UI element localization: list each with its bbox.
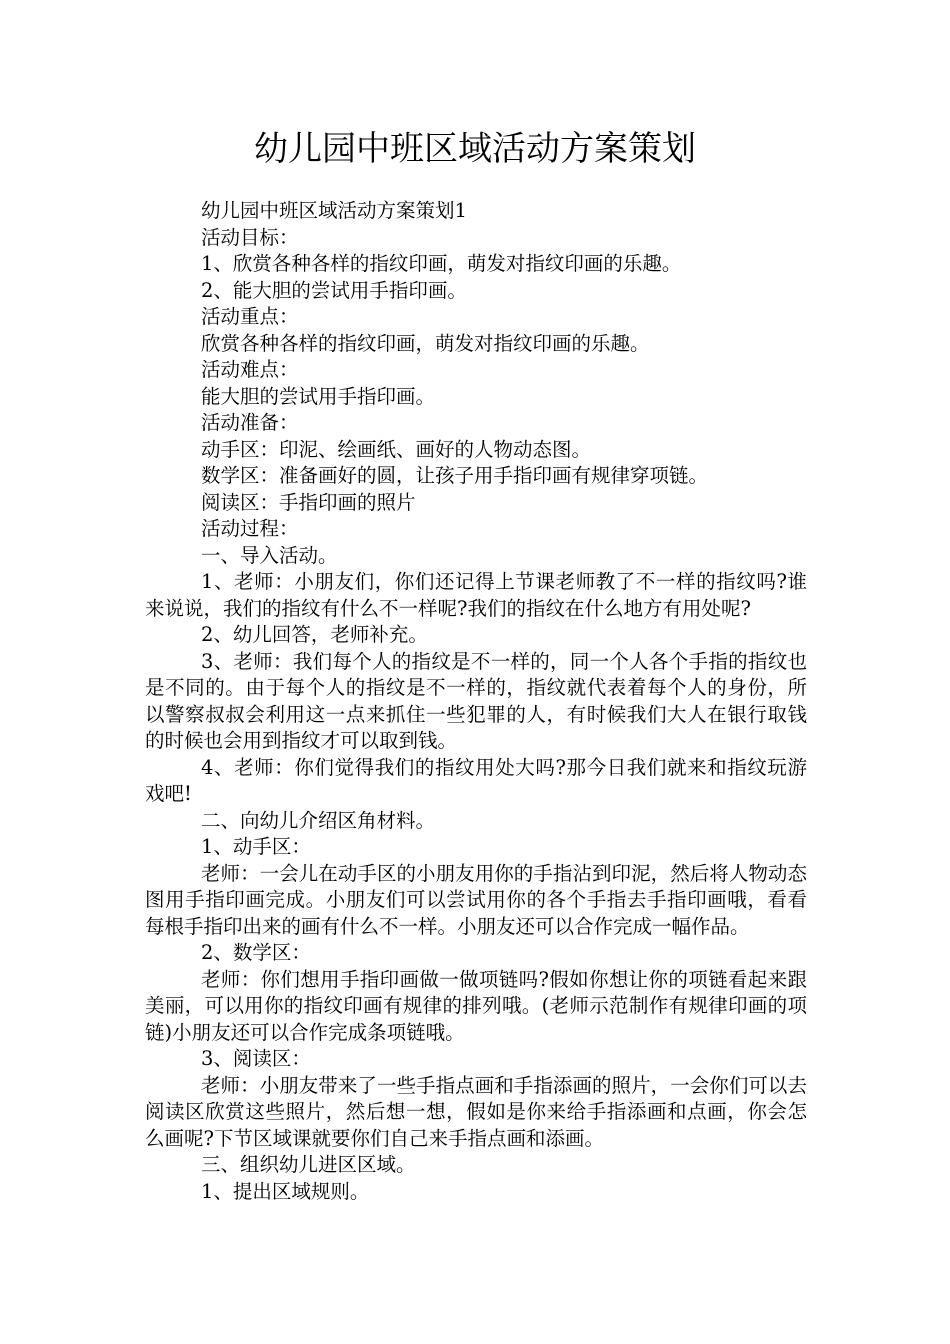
paragraph: 老师：小朋友带来了一些手指点画和手指添画的照片，一会你们可以去阅读区欣赏这些照片，然后想一想，假如是你来给手指添画和点画，你会怎么画呢?下节区域课就要你们自己来手指点画和添画。: [145, 1073, 807, 1150]
text-line: 2、数学区：: [201, 941, 311, 964]
text-line: 3、阅读区：: [201, 1047, 311, 1070]
text-line: 二、向幼儿介绍区角材料。: [201, 808, 436, 832]
text-line: 活动准备：: [201, 411, 299, 434]
text-line: 能大胆的尝试用手指印画。: [201, 384, 436, 408]
text-line: 1、动手区：: [201, 835, 311, 858]
text-line: 2、能大胆的尝试用手指印画。: [201, 278, 467, 302]
text-line: 数学区：准备画好的圆，让孩子用手指印画有规律穿项链。: [201, 464, 709, 487]
text-line: 一、导入活动。: [201, 543, 338, 567]
paragraph: 1、老师：小朋友们，你们还记得上节课老师教了不一样的指纹吗?谁来说说，我们的指纹有什么不一样呢?我们的指纹在什么地方有用处呢?: [145, 570, 807, 620]
text-line: 活动目标：: [201, 225, 299, 249]
text-line: 活动难点：: [201, 358, 299, 381]
text-line: 1、提出区域规则。: [201, 1179, 370, 1203]
text-line: 1、欣赏各种各样的指纹印画，萌发对指纹印画的乐趣。: [201, 252, 682, 275]
text-line: 动手区：印泥、绘画纸、画好的人物动态图。: [201, 437, 592, 461]
text-line: 活动重点：: [201, 305, 299, 328]
paragraph: 老师：一会儿在动手区的小朋友用你的手指沾到印泥，然后将人物动态图用手指印画完成。小朋友们可以尝试用你的各个手指去手指印画哦，看看每根手指印出来的画有什么不一样。小朋友还可以合作完成一幅作品。: [145, 861, 807, 938]
document-title: 幼儿园中班区域活动方案策划: [254, 129, 696, 169]
paragraph: 老师：你们想用手指印画做一做项链吗?假如你想让你的项链看起来跟美丽，可以用你的指纹印画有规律的排列哦。(老师示范制作有规律印画的项链)小朋友还可以合作完成条项链哦。: [145, 967, 807, 1044]
text-line: 阅读区：手指印画的照片: [201, 490, 416, 514]
paragraph: 4、老师：你们觉得我们的指纹用处大吗?那今日我们就来和指纹玩游戏吧!: [145, 755, 807, 805]
document-body: [145, 198, 807, 1205]
paragraph: 3、老师：我们每个人的指纹是不一样的，同一个人各个手指的指纹也是不同的。由于每个人的指纹是不一样的，指纹就代表着每个人的身份，所以警察叔叔会利用这一点来抓住一些犯罪的人，有时候我们大人在银行取钱的时候也会用到指纹才可以取到钱。: [145, 649, 807, 752]
text-line: 活动过程：: [201, 517, 299, 540]
text-line: 欣赏各种各样的指纹印画，萌发对指纹印画的乐趣。: [201, 331, 650, 355]
text-line: 2、幼儿回答，老师补充。: [201, 623, 428, 646]
section-heading: 幼儿园中班区域活动方案策划1: [201, 199, 467, 222]
text-line: 三、组织幼儿进区区域。: [201, 1153, 416, 1176]
